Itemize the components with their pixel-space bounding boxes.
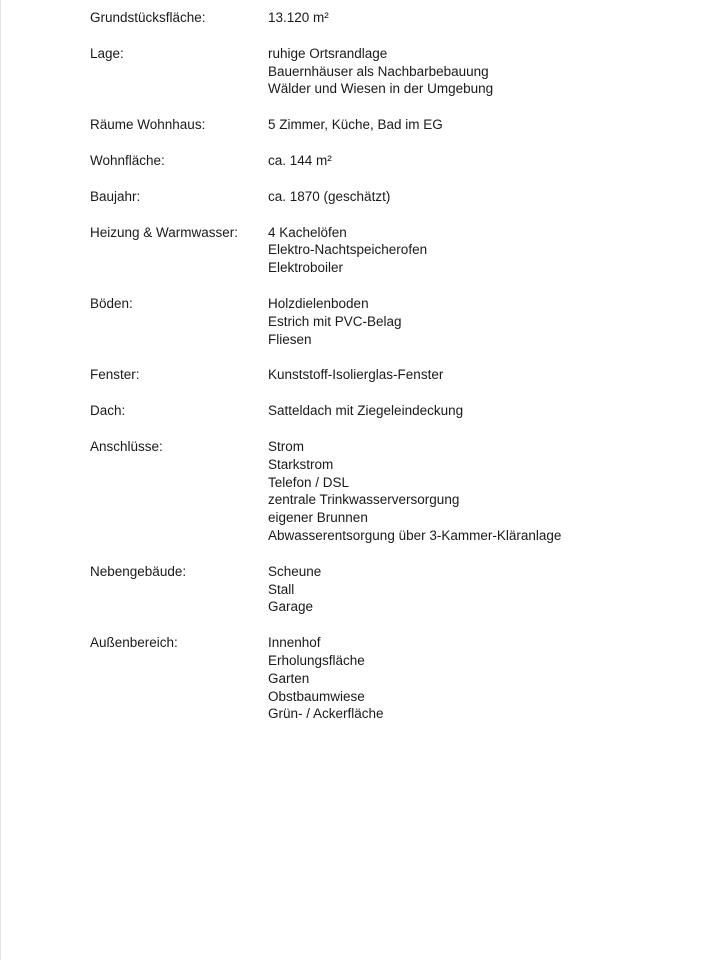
row-value: Abwasserentsorgung über 3-Kammer-Kläranlage: [268, 527, 562, 543]
row-label: Außenbereich:: [90, 635, 178, 651]
row-anschluesse: [90, 438, 690, 545]
row-values: [268, 366, 690, 384]
row-value: zentrale Trinkwasserversorgung: [268, 492, 460, 508]
row-label: Böden:: [90, 295, 133, 311]
row-value: ruhige Ortsrandlage: [268, 45, 388, 61]
row-aussenbereich: [90, 634, 690, 723]
row-fenster: [90, 366, 690, 384]
row-label: Grundstücksfläche:: [90, 10, 206, 25]
row-value: ca. 144 m²: [268, 152, 332, 168]
row-label: Räume Wohnhaus:: [90, 117, 206, 133]
row-values: [268, 224, 690, 277]
row-value: eigener Brunnen: [268, 510, 368, 526]
row-value: Scheune: [268, 563, 322, 579]
row-value: Garten: [268, 670, 310, 686]
row-value: Garage: [268, 599, 314, 615]
row-values: [268, 295, 690, 348]
row-value: 4 Kachelöfen: [268, 224, 347, 240]
row-value: Kunststoff-Isolierglas-Fenster: [268, 367, 444, 383]
row-value: ca. 1870 (geschätzt): [268, 188, 391, 204]
row-value: Elektro-Nachtspeicherofen: [268, 242, 428, 258]
row-values: [268, 438, 690, 545]
row-value: Grün- / Ackerfläche: [268, 706, 384, 722]
row-values: [268, 563, 690, 616]
row-heizung-warmwasser: [90, 224, 690, 277]
row-nebengebaeude: [90, 563, 690, 616]
row-value: Estrich mit PVC-Belag: [268, 313, 402, 329]
row-value: Starkstrom: [268, 456, 334, 472]
row-lage: [90, 45, 690, 98]
row-label: Baujahr:: [90, 188, 141, 204]
row-label: Heizung & Warmwasser:: [90, 224, 239, 240]
row-value: Fliesen: [268, 331, 312, 347]
row-raeume-wohnhaus: [90, 116, 690, 134]
row-value: Erholungsfläche: [268, 652, 365, 668]
row-value: Wälder und Wiesen in der Umgebung: [268, 81, 494, 97]
row-label: Wohnfläche:: [90, 152, 165, 168]
row-boeden: [90, 295, 690, 348]
row-baujahr: [90, 188, 690, 206]
row-value: Bauernhäuser als Nachbarbebauung: [268, 63, 489, 79]
row-label: Lage:: [90, 45, 124, 61]
row-value: Strom: [268, 438, 305, 454]
row-value: Satteldach mit Ziegeleindeckung: [268, 403, 464, 419]
row-value: Obstbaumwiese: [268, 688, 365, 704]
row-label: Dach:: [90, 403, 126, 419]
row-wohnflaeche: [90, 152, 690, 170]
row-value: 13.120 m²: [268, 10, 329, 25]
row-value: 5 Zimmer, Küche, Bad im EG: [268, 117, 443, 133]
row-value: Holzdielenboden: [268, 295, 369, 311]
row-values: [268, 152, 690, 170]
row-values: [268, 116, 690, 134]
row-value: Stall: [268, 581, 295, 597]
row-values: [268, 188, 690, 206]
row-values: [268, 45, 690, 98]
row-values: [268, 9, 690, 27]
row-dach: [90, 402, 690, 420]
row-label: Anschlüsse:: [90, 438, 163, 454]
row-value: Telefon / DSL: [268, 474, 350, 490]
property-details-list: [90, 9, 690, 741]
row-label: Fenster:: [90, 367, 140, 383]
row-label: Nebengebäude:: [90, 563, 187, 579]
row-value: Elektroboiler: [268, 260, 344, 276]
row-values: [268, 634, 690, 723]
row-value: Innenhof: [268, 635, 321, 651]
row-grundstuecksflaeche: [90, 9, 690, 27]
row-values: [268, 402, 690, 420]
